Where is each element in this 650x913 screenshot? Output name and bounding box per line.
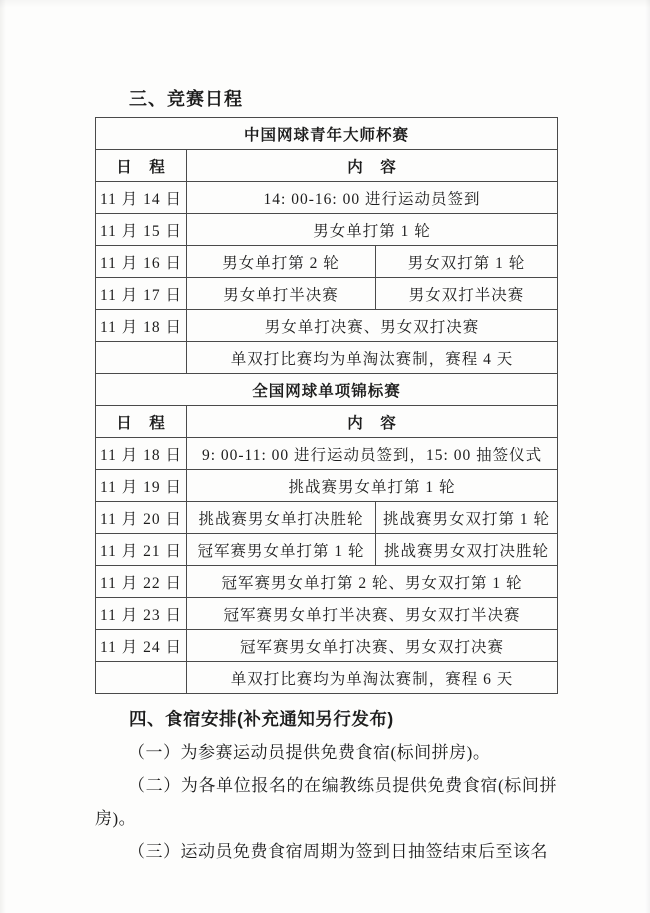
col-header-content: 内 容 [187,150,558,182]
paragraph-3: （三）运动员免费食宿周期为签到日抽签结束后至该名 [128,842,548,861]
content-cell: 男女单打半决赛 [187,278,376,310]
paragraph-2: （二）为各单位报名的在编教练员提供免费食宿(标间拼房)。 [95,776,557,828]
content-cell: 挑战赛男女单打第 1 轮 [187,470,558,502]
table-row [96,438,558,470]
table-row [96,502,558,534]
content-cell: 男女单打决赛、男女双打决赛 [187,310,558,342]
section3-heading: 三、竞赛日程 [129,89,243,109]
content-cell: 冠军赛男女单打第 1 轮 [187,534,376,566]
content-cell: 男女双打第 1 轮 [376,246,558,278]
table-header-row [96,150,558,182]
table-row [96,246,558,278]
date-cell: 11 月 18 日 [96,310,187,342]
table-row [96,214,558,246]
date-cell: 11 月 21 日 [96,534,187,566]
date-cell: 11 月 16 日 [96,246,187,278]
table-row [96,182,558,214]
table-note-row [96,662,558,694]
date-cell: 11 月 20 日 [96,502,187,534]
date-cell: 11 月 15 日 [96,214,187,246]
table-row [96,310,558,342]
table-row [96,534,558,566]
col-header-date: 日 程 [96,150,187,182]
table-section-title: 全国网球单项锦标赛 [96,374,558,406]
table-row [96,278,558,310]
table-section-title: 中国网球青年大师杯赛 [96,118,558,150]
content-cell: 男女单打第 1 轮 [187,214,558,246]
col-header-date: 日 程 [96,406,187,438]
date-cell: 11 月 14 日 [96,182,187,214]
date-cell: 11 月 22 日 [96,566,187,598]
table-note-row [96,342,558,374]
table-header-row [96,406,558,438]
table-row [96,566,558,598]
table-section-title-row [96,118,558,150]
date-cell-empty [96,342,187,374]
content-cell: 挑战赛男女双打第 1 轮 [376,502,558,534]
section4-heading: 四、食宿安排(补充通知另行发布) [129,709,394,729]
document-content [95,88,557,868]
date-cell: 11 月 17 日 [96,278,187,310]
content-cell: 男女双打半决赛 [376,278,558,310]
content-cell: 男女单打第 2 轮 [187,246,376,278]
paragraph-1: （一）为参赛运动员提供免费食宿(标间拼房)。 [128,743,491,762]
table-section-title-row [96,374,558,406]
content-cell: 冠军赛男女单打第 2 轮、男女双打第 1 轮 [187,566,558,598]
col-header-content: 内 容 [187,406,558,438]
date-cell: 11 月 18 日 [96,438,187,470]
date-cell: 11 月 24 日 [96,630,187,662]
content-cell: 冠军赛男女单打决赛、男女双打决赛 [187,630,558,662]
date-cell: 11 月 23 日 [96,598,187,630]
table-row [96,598,558,630]
content-cell: 冠军赛男女单打半决赛、男女双打半决赛 [187,598,558,630]
content-cell: 挑战赛男女单打决胜轮 [187,502,376,534]
content-cell: 挑战赛男女双打决胜轮 [376,534,558,566]
date-cell: 11 月 19 日 [96,470,187,502]
competition-schedule-table [95,117,558,694]
content-cell: 9: 00-11: 00 进行运动员签到，15: 00 抽签仪式 [187,438,558,470]
date-cell-empty [96,662,187,694]
note-cell: 单双打比赛均为单淘汰赛制，赛程 4 天 [187,342,558,374]
content-cell: 14: 00-16: 00 进行运动员签到 [187,182,558,214]
table-row [96,470,558,502]
table-row [96,630,558,662]
note-cell: 单双打比赛均为单淘汰赛制，赛程 6 天 [187,662,558,694]
